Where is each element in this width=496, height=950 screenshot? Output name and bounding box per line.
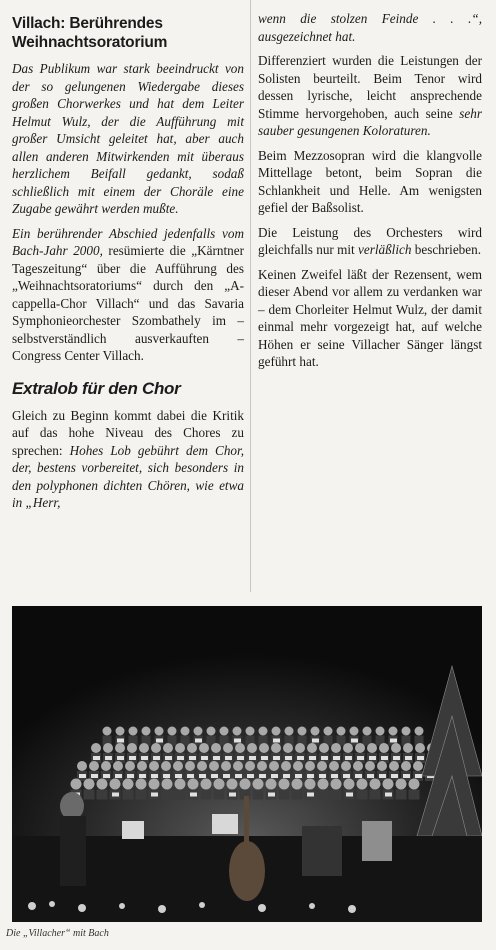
- choir-singer-body: [331, 790, 342, 800]
- choir-singer: [353, 761, 363, 771]
- music-folder: [268, 793, 275, 797]
- choir-singer: [319, 743, 329, 753]
- choir-singer: [194, 727, 203, 736]
- choir-singer: [415, 743, 425, 753]
- music-folder: [331, 774, 338, 778]
- choir-singer: [125, 761, 135, 771]
- paragraph-3-quote: Hohes Lob gebührt dem Chor, der, bestens vorbereitet, sich besonders in den polyphonen dichten Chören, wie etwa in „Herr,: [12, 442, 244, 510]
- choir-singer: [292, 779, 303, 790]
- choir-singer: [113, 761, 123, 771]
- music-folder: [345, 756, 352, 760]
- choir-singer: [285, 727, 294, 736]
- choir-singer: [365, 761, 375, 771]
- music-folder: [357, 756, 364, 760]
- choir-singer: [376, 727, 385, 736]
- choir-singer: [97, 779, 108, 790]
- music-folder: [237, 756, 244, 760]
- music-folder: [393, 756, 400, 760]
- choir-singer: [337, 727, 346, 736]
- choir-singer: [173, 761, 183, 771]
- choir-singer: [136, 779, 147, 790]
- choir-singer-body: [123, 790, 134, 800]
- paragraph-6: [258, 224, 482, 259]
- choir-singer: [211, 743, 221, 753]
- music-folder: [307, 793, 314, 797]
- music-folder: [153, 756, 160, 760]
- choir-singer: [214, 779, 225, 790]
- choir-singer: [220, 727, 229, 736]
- choir-singer: [389, 761, 399, 771]
- choir-singer: [370, 779, 381, 790]
- music-folder: [271, 774, 278, 778]
- music-folder: [379, 774, 386, 778]
- music-folder: [93, 756, 100, 760]
- choir-singer: [77, 761, 87, 771]
- choir-singer-body: [357, 790, 368, 800]
- choir-singer: [221, 761, 231, 771]
- music-folder: [103, 774, 110, 778]
- music-folder: [333, 756, 340, 760]
- choir-singer: [84, 779, 95, 790]
- choir-singer: [89, 761, 99, 771]
- left-column: [12, 10, 244, 519]
- paragraph-3: [12, 407, 244, 512]
- music-folder: [141, 756, 148, 760]
- music-folder: [225, 756, 232, 760]
- music-folder: [177, 756, 184, 760]
- choir-singer: [209, 761, 219, 771]
- choir-singer: [149, 761, 159, 771]
- music-folder: [175, 774, 182, 778]
- music-folder: [156, 739, 163, 743]
- choir-singer-body: [409, 790, 420, 800]
- music-folder: [355, 774, 362, 778]
- choir-singer: [246, 727, 255, 736]
- choir-singer: [253, 779, 264, 790]
- choir-singer: [357, 779, 368, 790]
- choir-singer: [233, 761, 243, 771]
- choir-singer: [341, 761, 351, 771]
- choir-singer: [391, 743, 401, 753]
- music-folder: [385, 793, 392, 797]
- music-folder: [307, 774, 314, 778]
- choir-singer: [161, 761, 171, 771]
- choir-singer: [259, 727, 268, 736]
- music-folder: [405, 756, 412, 760]
- choir-singer: [389, 727, 398, 736]
- choir-singer: [402, 727, 411, 736]
- choir-singer: [103, 743, 113, 753]
- choir-singer-body: [84, 790, 95, 800]
- choir-singer: [329, 761, 339, 771]
- paragraph-7: Keinen Zweifel läßt der Rezensent, wem dieser Abend vor allem zu verdanken war – dem Chorleiter Helmut Wulz, der damit einmal mehr vorgezeigt hat, auf welche Höhen er seine Villacher Sänger längst geführt hat.: [258, 266, 482, 369]
- music-folder: [234, 739, 241, 743]
- choir-singer: [155, 727, 164, 736]
- choir-singer: [181, 727, 190, 736]
- choir-singer-body: [279, 790, 290, 800]
- choir-singer: [415, 727, 424, 736]
- choir-singer: [343, 743, 353, 753]
- music-folder: [261, 756, 268, 760]
- choir-singer: [247, 743, 257, 753]
- music-folder: [417, 756, 424, 760]
- choir-singer: [185, 761, 195, 771]
- choir-singer: [259, 743, 269, 753]
- choir-singer-body: [214, 790, 225, 800]
- photo-caption: Die „Villacher“ mit Bach: [6, 928, 109, 939]
- music-folder: [319, 774, 326, 778]
- music-folder: [369, 756, 376, 760]
- paragraph-2-italic: Ein berührender Abschied jedenfalls vom Bach-Jahr 2000,: [12, 225, 244, 258]
- choir-singer: [188, 779, 199, 790]
- music-folder: [117, 756, 124, 760]
- choir-singer: [269, 761, 279, 771]
- music-folder: [151, 793, 158, 797]
- concert-photo-illustration: [12, 606, 482, 922]
- choir-singer: [307, 743, 317, 753]
- choir-singer: [355, 743, 365, 753]
- choir-singer-body: [253, 790, 264, 800]
- paragraph-6-italic: verläßlich: [357, 242, 412, 257]
- quote-continuation: wenn die stolzen Feinde . . .“, ausgezeichnet hat.: [258, 11, 482, 44]
- music-folder: [312, 739, 319, 743]
- choir-singer: [137, 761, 147, 771]
- music-folder: [117, 739, 124, 743]
- music-folder: [127, 774, 134, 778]
- paragraph-4-text: Differenziert wurden die Leistungen der Solisten beurteilt. Beim Tenor wird dessen lyrische, leicht ansprechende Stimme hervorgehoben, auch seine: [258, 53, 482, 121]
- choir-singer-body: [175, 790, 186, 800]
- music-folder: [115, 774, 122, 778]
- music-folder: [247, 774, 254, 778]
- music-folder: [321, 756, 328, 760]
- choir-singer: [240, 779, 251, 790]
- choir-singer: [103, 727, 112, 736]
- choir-singer: [175, 743, 185, 753]
- music-folder: [79, 774, 86, 778]
- choir-singer-body: [396, 790, 407, 800]
- choir-singer-body: [370, 790, 381, 800]
- music-folder: [346, 793, 353, 797]
- music-folder: [211, 774, 218, 778]
- paragraph-5: Beim Mezzosopran wird die klangvolle Mittellage betont, beim Sopran die Schlankheit und Helle. Am wenigsten gefiel der Baßsolist.: [258, 147, 482, 215]
- music-folder: [112, 793, 119, 797]
- choir-singer: [91, 743, 101, 753]
- choir-singer: [331, 743, 341, 753]
- choir-singer: [223, 743, 233, 753]
- choir-singer: [317, 761, 327, 771]
- choir-singer: [377, 761, 387, 771]
- choir-singer: [305, 779, 316, 790]
- choir-singer: [197, 761, 207, 771]
- choir-singer: [413, 761, 423, 771]
- music-folder: [415, 774, 422, 778]
- article-headline: [12, 14, 244, 52]
- choir-singer: [363, 727, 372, 736]
- music-folder: [283, 774, 290, 778]
- choir-singer: [101, 761, 111, 771]
- choir-singer: [379, 743, 389, 753]
- paragraph-4: [258, 52, 482, 140]
- music-folder: [367, 774, 374, 778]
- choir-singer: [283, 743, 293, 753]
- music-folder: [297, 756, 304, 760]
- music-folder: [139, 774, 146, 778]
- choir-singer: [311, 727, 320, 736]
- music-folder: [163, 774, 170, 778]
- choir-singer: [401, 761, 411, 771]
- choir-singer: [71, 779, 82, 790]
- choir-singer: [207, 727, 216, 736]
- choir-singer: [266, 779, 277, 790]
- choir-singer: [129, 727, 138, 736]
- choir-singer: [257, 761, 267, 771]
- music-folder: [201, 756, 208, 760]
- column-divider: [250, 0, 251, 592]
- choir-singer: [116, 727, 125, 736]
- choir-singer: [298, 727, 307, 736]
- choir-singer-body: [136, 790, 147, 800]
- choir-singer: [279, 779, 290, 790]
- choir-singer: [199, 743, 209, 753]
- choir-singer: [201, 779, 212, 790]
- choir-singer: [344, 779, 355, 790]
- choir-singer: [367, 743, 377, 753]
- choir-singer: [233, 727, 242, 736]
- paragraph-2-text: resümierte die „Kärntner Tageszeitung“ über die Aufführung des „Weihnachtsoratoriums“ durch den „A-cappella-Chor Villach“ und das Savaria Symphonieorchester Szombathely im – selbstverständlich ausverkauften – Congress Center Villach.: [12, 243, 245, 363]
- choir-singer: [281, 761, 291, 771]
- music-folder: [229, 793, 236, 797]
- music-folder: [195, 739, 202, 743]
- music-folder: [273, 756, 280, 760]
- concert-photo: [12, 606, 482, 922]
- section-subhead: Extralob für den Chor: [12, 378, 181, 398]
- music-folder: [105, 756, 112, 760]
- music-folder: [213, 756, 220, 760]
- choir-singer: [293, 761, 303, 771]
- choir-singer: [396, 779, 407, 790]
- choir-singer: [163, 743, 173, 753]
- choir-singer: [331, 779, 342, 790]
- paragraph-2: [12, 225, 244, 365]
- choir-singer: [305, 761, 315, 771]
- choir-singer-body: [162, 790, 173, 800]
- choir-singer: [149, 779, 160, 790]
- right-column: [258, 10, 482, 378]
- choir-singer: [245, 761, 255, 771]
- choir-singer: [409, 779, 420, 790]
- choir-singer: [235, 743, 245, 753]
- music-folder: [259, 774, 266, 778]
- paragraph-6-text: Die Leistung des Orchesters wird gleichfalls nur mit: [258, 224, 482, 257]
- music-folder: [199, 774, 206, 778]
- music-folder: [273, 739, 280, 743]
- choir-singer-body: [97, 790, 108, 800]
- choir-singer: [151, 743, 161, 753]
- choir-singer: [162, 779, 173, 790]
- music-folder: [403, 774, 410, 778]
- choir-singer-body: [292, 790, 303, 800]
- music-folder: [381, 756, 388, 760]
- choir-singer: [168, 727, 177, 736]
- music-folder: [390, 739, 397, 743]
- music-folder: [391, 774, 398, 778]
- choir-singer: [110, 779, 121, 790]
- music-folder: [187, 774, 194, 778]
- choir-singer: [403, 743, 413, 753]
- music-folder: [235, 774, 242, 778]
- choir-singer: [175, 779, 186, 790]
- choir-singer: [383, 779, 394, 790]
- music-folder: [223, 774, 230, 778]
- choir-singer: [139, 743, 149, 753]
- paragraph-4-italic: sehr sauber gesungenen Koloraturen.: [258, 105, 482, 138]
- choir-singer: [272, 727, 281, 736]
- choir-singer: [271, 743, 281, 753]
- intro-paragraph: Das Publikum war stark beeindruckt von der so gelungenen Wiedergabe dieses großen Chorwerkes und hat dem Leiter Helmut Wulz, der die Aufführung mit großer Umsicht geleitet hat, aber auch allen anderen Mitwirkenden mit überaus herzlichem Beifall gedankt, sodaß schließlich mit einem der Choräle eine Zugabe gewährt werden mußte.: [12, 61, 244, 216]
- choir-singer: [123, 779, 134, 790]
- choir-singer: [295, 743, 305, 753]
- headline-line-2: Weihnachtsoratorium: [12, 34, 168, 51]
- choir-singer-body: [201, 790, 212, 800]
- music-folder: [309, 756, 316, 760]
- paragraph-3-text: Gleich zu Beginn kommt dabei die Kritik auf das hohe Niveau des Chores zu sprechen:: [12, 407, 244, 458]
- headline-line-1: Villach: Berührendes: [12, 15, 163, 32]
- music-folder: [343, 774, 350, 778]
- choir-singer: [187, 743, 197, 753]
- music-folder: [165, 756, 172, 760]
- choir-singer: [227, 779, 238, 790]
- choir-singer: [142, 727, 151, 736]
- music-folder: [285, 756, 292, 760]
- music-folder: [249, 756, 256, 760]
- choir-singer: [318, 779, 329, 790]
- music-folder: [91, 774, 98, 778]
- choir-singer: [350, 727, 359, 736]
- music-folder: [295, 774, 302, 778]
- paragraph-6-end: beschrieben.: [411, 242, 482, 257]
- music-folder: [189, 756, 196, 760]
- choir-singer: [115, 743, 125, 753]
- choir-singer-body: [318, 790, 329, 800]
- choir-singer: [127, 743, 137, 753]
- music-folder: [129, 756, 136, 760]
- music-folder: [151, 774, 158, 778]
- music-folder: [190, 793, 197, 797]
- music-folder: [351, 739, 358, 743]
- choir-singer: [324, 727, 333, 736]
